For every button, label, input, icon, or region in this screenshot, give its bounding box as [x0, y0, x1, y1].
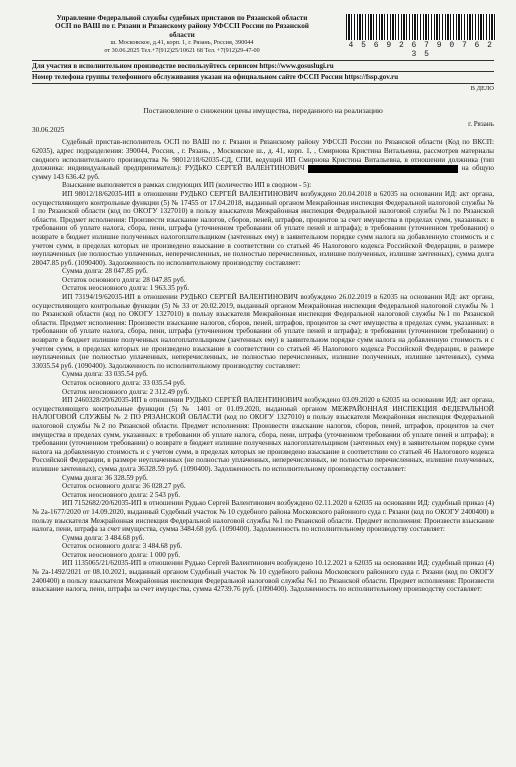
- barcode-number: 4 5 6 9 2 6 7 9 0 7 6 2 3 5: [348, 41, 494, 59]
- case-block: [32, 559, 494, 593]
- document-city: г. Рязань: [468, 119, 494, 128]
- case-text: ИП 1135065/21/62035-ИП в отношении Рудько Сергей Валентинович возбуждено 10.12.2021 в 62035 на основании ИД: судебный приказ (4) № 2а-1492/2021 от 08.10.2021, выданный органом Судебный участок № 10 судебного района Московского районного суда г. Рязани (код по ОКОГУ 2400400) в пользу взыскателя Межрайонная инспекция Федеральной налоговой службы №1 по Рязанской области. Предмет исполнения: Произвести взыскание налога, пени, штрафа за счет имущества, сумма 42739.76 руб. (1090400). Задолженность по исполнительному производству составляет:: [32, 559, 494, 594]
- case-debt: Сумма долга: 3 484.68 руб.: [62, 533, 145, 542]
- date-line: [32, 119, 494, 135]
- case-text: ИП 2460328/20/62035-ИП в отношении РУДЬКО СЕРГЕЙ ВАЛЕНТИНОВИЧ возбуждено 03.09.2020 в 62035 на основании ИД: акт органа, осуществляющего контрольные функции (5) № 1401 от 01.09.2020, выданный органом МЕЖРАЙОННАЯ ИНСПЕКЦИЯ ФЕДЕРАЛЬНОЙ НАЛОГОВОЙ СЛУЖБЫ № 2 ПО РЯЗАНСКОЙ ОБЛАСТИ (код по ОКОГУ 1327010) в пользу взыскателя Межрайонная инспекция Федеральной налоговой службы №2 по Рязанской области. Предмет исполнения: Произвести взыскание налогов, сборов, пеней, штрафов, процентов за счет имущества в пределах сумм, указанных: в требовании об уплате налога, сбора, пени, штрафа (уточненном требовании об уплате пеней и штрафа); в требовании (уточненном требовании) о возврате в бюджет излишне полученных налогоплательщиком (зачтенных ему) в заявительном порядке сумм налога на добавленную стоимость и с учетом сумм, в пределах которых не произведено взыскание в соответствии со статьей 46 Налогового кодекса Российской Федерации, в размере неуплаченных (не полностью уплаченных, неперечисленных, не полностью перечисленных, излишне полученных, излишне зачтенных), сумма долга 36328.59 руб. (1090400). Задолженность по исполнительному производству составляет:: [32, 396, 494, 473]
- case-rest: Остаток основного долга: 33 035.54 руб.: [62, 379, 186, 387]
- document-date: 30.06.2025: [32, 125, 65, 134]
- case-text: ИП 73194/19/62035-ИП в отношении РУДЬКО СЕРГЕЙ ВАЛЕНТИНОВИЧ возбуждено 26.02.2019 в 62035 на основании ИД: акт органа, осуществляющего контрольные функции (5) № 33 от 20.02.2019, выданный органом Межрайонная инспекция Федеральной налоговой службы № 1 по Рязанской области (код по ОКОГУ 1327010) в пользу взыскателя Межрайонная инспекция Федеральной налоговой службы №1 по Рязанской области. Предмет исполнения: Произвести взыскание налогов, сборов, пеней, штрафов, процентов за счет имущества в пределах сумм, указанных: в требовании об уплате налога, сбора, пени, штрафа (уточненном требовании об уплате пеней и штрафа); в требовании (уточненном требовании) о возврате в бюджет излишне полученных налогоплательщиком (зачтенных ему) в заявительном порядке сумм налога на добавленную стоимость и с учетом сумм, в пределах которых не произведено взыскание в соответствии со статьей 46 Налогового кодекса Российской Федерации, в размере неуплаченных (не полностью уплаченных, неперечисленных, не полностью перечисленных, излишне полученных, излишне зачтенных), сумма 33035.54 руб. (1090400). Задолженность по исполнительному производству составляет:: [32, 293, 494, 370]
- delo-stamp: В ДЕЛО: [470, 84, 494, 92]
- case-rest: Остаток основного долга: 36 028.27 руб.: [62, 482, 186, 491]
- case-block: [32, 396, 494, 499]
- case-rest: Остаток основного долга: 28 047.85 руб.: [62, 275, 186, 284]
- case-debt: Сумма долга: 33 035.54 руб.: [62, 370, 148, 379]
- org-header: Управление Федеральной службы судебных приставов по Рязанской области ОСП по ВАШ по г. Рязани и Рязанскому району УФССП России по Рязанской области: [55, 14, 309, 39]
- case-fee: Остаток неосновного долга: 1 000 руб.: [62, 550, 181, 559]
- redaction-bar: [308, 165, 458, 173]
- case-block: [32, 499, 494, 559]
- phone-group-note: Номер телефона группы телефонного обслуживания указан на официальном сайте ФССП России https://fssp.gov.ru: [32, 71, 494, 84]
- case-fee: Остаток неосновного долга: 1 963.35 руб.: [62, 284, 190, 293]
- gosuslugi-note: Для участия в исполнительном производстве воспользуйтесь сервисом https://www.gosuslugi.ru: [32, 60, 494, 71]
- document-title: Постановление о снижении цены имущества, переданного на реализацию: [143, 106, 383, 116]
- case-block: [32, 190, 494, 293]
- case-debt: Сумма долга: 28 047.85 руб.: [62, 267, 148, 276]
- collection-note: Взыскание выполняется в рамках следующих ИП (количество ИП в сводном - 5):: [62, 181, 312, 190]
- case-debt: Сумма долга: 36 328.59 руб.: [62, 473, 148, 482]
- barcode-image: [346, 14, 496, 40]
- org-address: ш. Московское, д.41, корп. 1, г. Рязань, Россия, 390044 от 30.06.2025 Тел.+7(912)25/10621 68 Тел. +7(912)29-47-00: [104, 39, 260, 54]
- intro-paragraph: Судебный пристав-исполнитель ОСП по ВАШ по г. Рязани и Рязанскому району УФССП России по Рязанской области (Код по ВКСП: 62035), адрес подразделения: 390044, Россия, , г. Рязань, , Московское ш., д. 41, корп. 1, , Смирнова Кристина Витальевна, рассмотрев материалы сводного исполнительного производства № 98012/18/62035-СД, СПИ, ведущий ИП Смирнова Кристина Витальевна, в отношении должника (тип должника: индивидуальный предприниматель): РУДЬКО СЕРГЕЙ ВАЛЕНТИНОВИЧ на общую сумму 143 636.42 руб.: [32, 138, 494, 181]
- case-rest: Остаток основного долга: 3 484.68 руб.: [62, 542, 183, 551]
- case-fee: Остаток неосновного долга: 2 312.49 руб.: [62, 387, 190, 396]
- case-block: [32, 293, 494, 396]
- case-text: ИП 7152682/20/62035-ИП в отношении Рудько Сергей Валентинович возбуждено 02.11.2020 в 62035 на основании ИД: судебный приказ (4) № 2а-1677/2020 от 14.09.2020, выданный Судебный участок № 10 судебного района Московского районного суда г. Рязани (код по ОКОГУ 2400400) в пользу взыскателя Межрайонная инспекция Федеральной налоговой службы №1 по Рязанской области. Предмет исполнения: Произвести взыскание налога, пени, штрафа за счет имущества, сумма 3484.68 руб. (1090400). Задолженность по исполнительному производству составляет:: [32, 499, 494, 534]
- case-fee: Остаток неосновного долга: 2 543 руб.: [62, 490, 181, 499]
- case-text: ИП 98012/18/62035-ИП в отношении РУДЬКО СЕРГЕЙ ВАЛЕНТИНОВИЧ возбуждено 20.04.2018 в 62035 на основании ИД: акт органа, осуществляющего контрольные функции (5) № 17455 от 17.04.2018, выданный органом Межрайонная инспекция Федеральной налоговой службы № 1 по Рязанской области (код по ОКОГУ 1327010) в пользу взыскателя Межрайонная инспекция Федеральной налоговой службы №1 по Рязанской области. Предмет исполнения: Произвести взыскание налогов, сборов, пеней, штрафов, процентов за счет имущества в пределах сумм, указанных: в требовании об уплате налога, сбора, пени, штрафа (уточненном требовании об уплате пеней и штрафа); в требовании (уточненном требовании) о возврате в бюджет излишне полученных налогоплательщиком (зачтенных ему) в заявительном порядке сумм налога на добавленную стоимость и с учетом сумм, в пределах которых не произведено взыскание в соответствии со статьей 46 Налогового кодекса Российской Федерации, в размере неуплаченных (не полностью уплаченных, неперечисленных, не полностью перечисленных, излишне полученных, излишне зачтенных), сумма долга 28047.85 руб. (1090400). Задолженность по исполнительному производству составляет:: [32, 189, 494, 267]
